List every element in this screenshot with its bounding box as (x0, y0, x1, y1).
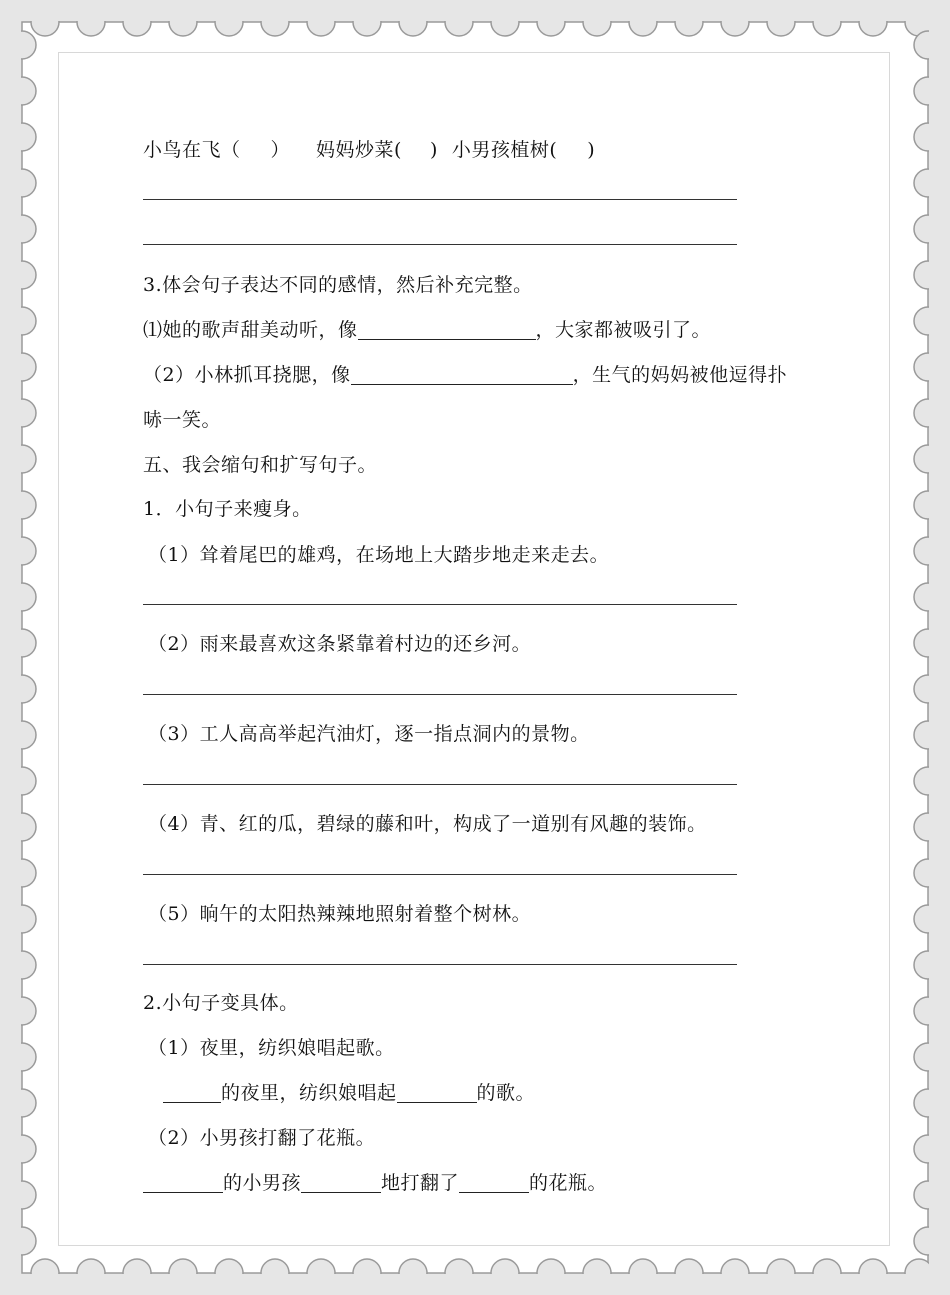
answer-line[interactable] (143, 694, 737, 695)
item-bird: 小鸟在飞（ (143, 139, 241, 161)
shrink-item: （4）青、红的瓜，碧绿的藤和叶，构成了一道别有风趣的装饰。 (148, 813, 707, 835)
answer-line[interactable] (143, 244, 737, 245)
section5-heading: 五、我会缩句和扩写句子。 (143, 454, 378, 476)
expand-fill-1 (163, 1081, 535, 1105)
expand-fill-2 (143, 1171, 607, 1195)
stamp-outer-band (929, 0, 950, 1295)
e2-text-a: 的小男孩 (223, 1172, 302, 1194)
shrink-item: （1）耸着尾巴的雄鸡，在场地上大踏步地走来走去。 (148, 544, 610, 566)
fill-blank[interactable] (358, 321, 536, 340)
answer-line[interactable] (143, 199, 737, 200)
answer-line[interactable] (143, 874, 737, 875)
fill-blank[interactable] (351, 366, 573, 385)
fill-blank[interactable] (163, 1084, 221, 1103)
shrink-item: （2）雨来最喜欢这条紧靠着村边的还乡河。 (148, 633, 532, 655)
answer-line[interactable] (143, 964, 737, 965)
q1-text-b: ，大家都被吸引了。 (535, 319, 712, 341)
fill-blank[interactable] (459, 1174, 529, 1193)
q1-text-a: ⑴她的歌声甜美动听，像 (143, 319, 358, 341)
item-mom: 妈妈炒菜( (316, 139, 402, 161)
section3-q1 (143, 318, 711, 342)
section3-heading: 3.体会句子表达不同的感情，然后补充完整。 (143, 274, 533, 296)
expand-item-1: （1）夜里，纺织娘唱起歌。 (148, 1037, 395, 1059)
e1-text-b: 的歌。 (476, 1082, 536, 1104)
fill-blank[interactable] (143, 1174, 223, 1193)
expand-item-2: （2）小男孩打翻了花瓶。 (148, 1127, 376, 1149)
stamp-outer-band (0, 0, 950, 21)
e2-text-c: 的花瓶。 (529, 1172, 608, 1194)
stamp-outer-band (0, 0, 21, 1295)
item-boy: 小男孩植树( (451, 139, 558, 161)
shrink-item: （5）晌午的太阳热辣辣地照射着整个树林。 (148, 903, 532, 925)
section3-q2 (143, 363, 787, 387)
paren-close: ） (270, 139, 291, 161)
answer-line[interactable] (143, 604, 737, 605)
section5-part2: 2.小句子变具体。 (143, 992, 299, 1014)
stamp-outer-band (0, 1274, 950, 1295)
q2-text-a: （2）小林抓耳挠腮，像 (143, 364, 351, 386)
e2-text-b: 地打翻了 (381, 1172, 460, 1194)
q2-text-b: ，生气的妈妈被他逗得扑 (572, 364, 788, 386)
shrink-item: （3）工人高高举起汽油灯，逐一指点洞内的景物。 (148, 723, 590, 745)
paren-close: ) (429, 139, 438, 161)
section5-part1: 1．小句子来瘦身。 (143, 498, 312, 520)
fill-blank[interactable] (301, 1174, 381, 1193)
section3-q2-cont: 哧一笑。 (143, 409, 222, 431)
e1-text-a: 的夜里，纺织娘唱起 (221, 1082, 397, 1104)
row-top-items (143, 138, 595, 162)
answer-line[interactable] (143, 784, 737, 785)
fill-blank[interactable] (397, 1084, 477, 1103)
paren-close: ) (587, 139, 596, 161)
